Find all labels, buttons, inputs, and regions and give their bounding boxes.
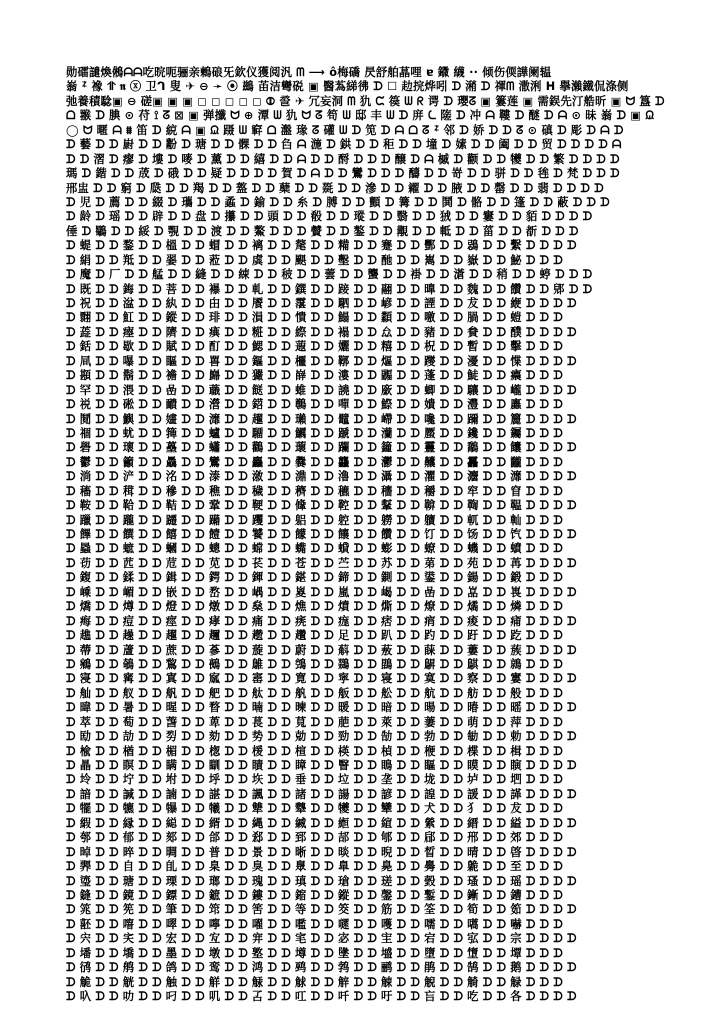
text-line: 弛養積騐▣ ⊖ 磋▣ ▣ ▣ ◻ ◻ ◻ ◻ ◻ ⦷ 巹 ✈ 冗妄洞 ᗰ 犰 ᙅ 篌 ᗯ ᖇ 谔 ᗪ 瓔ᘔ ▣ 簍莲 ▣ 需鋘先汀艁昕 ▣ ᗢ 簋 ᗪ: [66, 94, 665, 108]
text-line: ᗪ ᗪ 漝 ᗪ 瘳 ᗪ 塿 ᗪ 嘜 ᗪ 薰 ᗪ ᗪ 繥 ᗪ ᗪ ᗩ ᗪ ᗪ 酹 ᗪ ᗪ ᗪ 醸 ᗪ ᗩ 槭 ᗪ 颧 ᗪ ᗪ 犪 ᗪ ᗪ 繁 ᗪ ᗪ ᗪ ᗪ: [66, 152, 620, 166]
text-line: ᗪ 藝 ᗪ ᗪ 嶎 ᗪ ᗪ 黺 ᗪ 瑭 ᗪ ᗪ 髁 ᗪ ᗪ 臽 ᗩ 湤 ᗪ 鉷 ᗪ ᗪ 秬 ᗪ ᗪ 墥 ᗪ 嫊 ᗪ ᗪ 阖 ᗪ ᗪ 贸 ᗪ ᗪ ᗪ ᗪ ᗩ: [66, 138, 622, 152]
text-line: ᗪ 鬱 ᗪ ᗪ 籲 ᗪ ᗪ 驫 ᗪ ᗪ 鸞 ᗪ ᗪ 麤 ᗪ ᗪ 爨 ᗪ ᗪ 龘 ᗪ ᗪ 灪 ᗪ ᗪ 齉 ᗪ ᗪ 靐 ᗪ ᗪ 龖 ᗪ ᗪ ᗪ: [66, 455, 563, 469]
text-line: ᗪ 祻 ᗪ ᗪ 蚘 ᗪ ᗪ 篺 ᗪ ᗪ 蠦 ᗪ ᗪ 驑 ᗪ ᗪ 鱱 ᗪ ᗪ 蹏 ᗪ ᗪ 灡 ᗪ ᗪ 蟨 ᗪ ᗪ 鑱 ᗪ ᗪ 钃 ᗪ ᗪ ᗪ: [66, 426, 563, 440]
text-line: ᗪ 臩 ᗪ ᗪ 自 ᗪ ᗪ 臫 ᗪ ᗪ 臬 ᗪ ᗪ 臭 ᗪ ᗪ 臮 ᗪ ᗪ 臯 ᗪ ᗪ 臰 ᗪ ᗪ 臱 ᗪ ᗪ 臲 ᗪ ᗪ 至 ᗪ ᗪ ᗪ: [66, 860, 563, 874]
text-line: ᗪ 萃 ᗪ ᗪ 萄 ᗪ ᗪ 萅 ᗪ ᗪ 萆 ᗪ ᗪ 萇 ᗪ ᗪ 萈 ᗪ ᗪ 萉 ᗪ ᗪ 萊 ᗪ ᗪ 萋 ᗪ ᗪ 萌 ᗪ ᗪ 萍 ᗪ ᗪ ᗪ: [66, 715, 563, 729]
text-line: ᗪ 縀 ᗪ ᗪ 縁 ᗪ ᗪ 縂 ᗪ ᗪ 縃 ᗪ ᗪ 縄 ᗪ ᗪ 縅 ᗪ ᗪ 縆 ᗪ ᗪ 縇 ᗪ ᗪ 縈 ᗪ ᗪ 縉 ᗪ ᗪ 縊 ᗪ ᗪ ᗪ ᗪ: [66, 816, 577, 830]
text-line: ᗪ 祱 ᗪ ᗪ 硹 ᗪ ᗪ 靧 ᗪ ᗪ 瀯 ᗪ ᗪ 鍣 ᗪ ᗪ 鷷 ᗪ ᗪ 嘽 ᗪ ᗪ 鰶 ᗪ ᗪ 嬇 ᗪ ᗪ 灃 ᗪ ᗪ 蠯 ᗪ ᗪ ᗪ: [66, 398, 563, 412]
text-line: ᗪ 觤 ᗪ ᗪ 觥 ᗪ ᗪ 触 ᗪ ᗪ 觧 ᗪ ᗪ 觨 ᗪ ᗪ 觩 ᗪ ᗪ 觪 ᗪ ᗪ 觫 ᗪ ᗪ 觬 ᗪ ᗪ 觭 ᗪ ᗪ 觮 ᗪ ᗪ ᗪ: [66, 975, 563, 989]
text-line: ᗪ 鞍 ᗪ ᗪ 鞈 ᗪ ᗪ 鞊 ᗪ ᗪ 鞏 ᗪ ᗪ 鞕 ᗪ ᗪ 鞗 ᗪ ᗪ 鞚 ᗪ ᗪ 鞤 ᗪ ᗪ 鞥 ᗪ ᗪ 鞫 ᗪ ᗪ 鞰 ᗪ ᗪ ᗪ ᗪ: [66, 499, 577, 513]
text-line: ᗪ 蟁 ᗪ ᗪ 蟅 ᗪ ᗪ 蟈 ᗪ ᗪ 蟌 ᗪ ᗪ 蟐 ᗪ ᗪ 蟕 ᗪ ᗪ 蟘 ᗪ ᗪ 蟛 ᗪ ᗪ 蟟 ᗪ ᗪ 蟣 ᗪ ᗪ 蟦 ᗪ ᗪ ᗪ: [66, 542, 563, 556]
text-line: ᗪ 䫖 ᗪ ᗪ 鬍 ᗪ ᗪ 襜 ᗪ ᗪ 巋 ᗪ ᗪ 玁 ᗪ ᗪ 嶭 ᗪ ᗪ 漊 ᗪ ᗪ 疈 ᗪ ᗪ 蓬 ᗪ ᗪ 鯐 ᗪ ᗪ 癑 ᗪ ᗪ ᗪ: [66, 369, 563, 383]
text-line: ᗪ 礐 ᗪ ᗪ 瓌 ᗪ ᗪ 蘲 ᗪ ᗪ 蠨 ᗪ ᗪ 鸛 ᗪ ᗪ 蘾 ᗪ ᗪ 躝 ᗪ ᗪ 籦 ᗪ ᗪ 靊 ᗪ ᗪ 鷮 ᗪ ᗪ 饢 ᗪ ᗪ ᗪ ᗪ: [66, 441, 577, 455]
text-line: ᗪ 趭 ᗪ ᗪ 趮 ᗪ ᗪ 趯 ᗪ ᗪ 趰 ᗪ ᗪ 趱 ᗪ ᗪ 趲 ᗪ ᗪ 足 ᗪ ᗪ 趴 ᗪ ᗪ 趵 ᗪ ᗪ 趶 ᗪ ᗪ 趷 ᗪ ᗪ ᗪ: [66, 629, 563, 643]
text-line: ᗪ 躐 ᗪ ᗪ 躘 ᗪ ᗪ 躚 ᗪ ᗪ 躤 ᗪ ᗪ 躩 ᗪ ᗪ 躳 ᗪ ᗪ 躻 ᗪ ᗪ 軂 ᗪ ᗪ 軉 ᗪ ᗪ 軏 ᗪ ᗪ 軕 ᗪ ᗪ ᗪ: [66, 513, 563, 527]
text-line: ᗪ 淌 ᗪ ᗪ 浐 ᗪ ᗪ 洺 ᗪ ᗪ 溙 ᗪ ᗪ 漵 ᗪ ᗪ 濎 ᗪ ᗪ 瀂 ᗪ ᗪ 灄 ᗪ ᗪ 灈 ᗪ ᗪ 灋 ᗪ ᗪ 灖 ᗪ ᗪ ᗪ ᗪ: [66, 470, 577, 484]
text-line: ᗪ 瞐 ᗪ ᗪ 瞑 ᗪ ᗪ 瞒 ᗪ ᗪ 瞓 ᗪ ᗪ 瞔 ᗪ ᗪ 瞕 ᗪ ᗪ 瞖 ᗪ ᗪ 瞗 ᗪ ᗪ 瞘 ᗪ ᗪ 瞙 ᗪ ᗪ 瞚 ᗪ ᗪ ᗪ ᗪ: [66, 759, 577, 772]
text-line: ᗪ 痗 ᗪ ᗪ 痘 ᗪ ᗪ 痙 ᗪ ᗪ 痚 ᗪ ᗪ 痛 ᗪ ᗪ 痜 ᗪ ᗪ 痝 ᗪ ᗪ 痞 ᗪ ᗪ 痟 ᗪ ᗪ 痠 ᗪ ᗪ 痡 ᗪ ᗪ ᗪ ᗪ: [66, 614, 577, 628]
text-line: ᗪ 犤 ᗪ ᗪ 犥 ᗪ ᗪ 犦 ᗪ ᗪ 犧 ᗪ ᗪ 犨 ᗪ ᗪ 犩 ᗪ ᗪ 犪 ᗪ ᗪ 犫 ᗪ ᗪ 犬 ᗪ ᗪ 犭 ᗪ ᗪ 犮 ᗪ ᗪ ᗪ: [66, 802, 563, 816]
text-line: 瑪 ᗪ 鍇 ᗪ ᗪ 荿 ᗪ 硪 ᗪ ᗪ 疑 ᗪ ᗪ ᗪ ᗪ 賀 ᗪ ᗩ ᗪ ᗪ 鸞 ᗪ ᗪ ᗪ 醻 ᗪ ᗪ 嵜 ᗪ ᗪ 骈 ᗪ ᗪ 毪 ᗪ 梵 ᗪ ᗪ ᗪ: [66, 167, 620, 181]
text-line: ᗪ 翾 ᗪ ᗪ 魟 ᗪ ᗪ 鏦 ᗪ ᗪ 琲 ᗪ ᗪ 溳 ᗪ ᗪ 憒 ᗪ ᗪ 鰨 ᗪ ᗪ 纇 ᗪ ᗪ 噭 ᗪ ᗪ 腡 ᗪ ᗪ 螘 ᗪ ᗪ ᗪ: [66, 311, 563, 325]
text-line: ᗪ 蝭 ᗪ ᗪ 鍪 ᗪ ᗪ 榲 ᗪ ᗪ 蝐 ᗪ ᗪ 褵 ᗪ ᗪ 氂 ᗪ ᗪ 糒 ᗪ ᗪ 蹇 ᗪ ᗪ 酆 ᗪ ᗪ 鵋 ᗪ ᗪ 繫 ᗪ ᗪ ᗪ ᗪ: [66, 239, 577, 253]
text-line: ᗪ 鵷 ᗪ ᗪ 鵸 ᗪ ᗪ 鵹 ᗪ ᗪ 鵺 ᗪ ᗪ 鵻 ᗪ ᗪ 鵼 ᗪ ᗪ 鵽 ᗪ ᗪ 鵾 ᗪ ᗪ 鵿 ᗪ ᗪ 鶀 ᗪ ᗪ 鶁 ᗪ ᗪ ᗪ: [66, 657, 563, 671]
document-body-text: [66, 66, 698, 1004]
text-line: ᗪ 鏠 ᗪ ᗪ 鏡 ᗪ ᗪ 鏢 ᗪ ᗪ 鏣 ᗪ ᗪ 鏤 ᗪ ᗪ 鏥 ᗪ ᗪ 鏦 ᗪ ᗪ 鏧 ᗪ ᗪ 鏨 ᗪ ᗪ 鏩 ᗪ ᗪ 鏪 ᗪ ᗪ ᗪ: [66, 888, 563, 902]
text-line: ᗪ 蔕 ᗪ ᗪ 蔖 ᗪ ᗪ 蔗 ᗪ ᗪ 蔘 ᗪ ᗪ 蔙 ᗪ ᗪ 蔚 ᗪ ᗪ 蔛 ᗪ ᗪ 蔜 ᗪ ᗪ 蔝 ᗪ ᗪ 蔞 ᗪ ᗪ 蔟 ᗪ ᗪ ᗪ ᗪ: [66, 643, 577, 657]
text-line: ᗪ 鍑 ᗪ ᗪ 鍒 ᗪ ᗪ 鍓 ᗪ ᗪ 鍔 ᗪ ᗪ 鍕 ᗪ ᗪ 鍖 ᗪ ᗪ 鍗 ᗪ ᗪ 鍘 ᗪ ᗪ 鍙 ᗪ ᗪ 鍚 ᗪ ᗪ 鍛 ᗪ ᗪ ᗪ: [66, 571, 563, 585]
text-line: 嵡 ᙇ 襐 ⥣ 𝖓 ⓧ 卫ᒉ 叟 ✈ ⊖ ➛ ⦿ 鷀 苖洁彎䂱 ▣ 醫蒍綈彿 ᗪ ☐ 赲捖烨吲 ᗪ 潲 ᗪ 禈ᗰ 潵浰 ᕼ 擧瀨鐵侃涤侧: [66, 80, 629, 94]
text-line: ᗪ 既 ᗪ ᗪ 鋂 ᗪ ᗪ 菩 ᗪ ᗪ 襮 ᗪ ᗪ 軋 ᗪ ᗪ 鐉 ᗪ ᗪ 踥 ᗪ ᗪ 翮 ᗪ ᗪ 曍 ᗪ ᗪ 魏 ᗪ ᗪ 饡 ᗪ ᗪ 郳 ᗪ ᗪ: [66, 282, 593, 296]
text-line: ᗪ 噽 ᗪ ᗪ 噾 ᗪ ᗪ 噿 ᗪ ᗪ 嚀 ᗪ ᗪ 嚁 ᗪ ᗪ 嚂 ᗪ ᗪ 嚃 ᗪ ᗪ 嚄 ᗪ ᗪ 嚅 ᗪ ᗪ 嚆 ᗪ ᗪ 嚇 ᗪ ᗪ ᗪ: [66, 917, 563, 931]
text-line: ᗪ 叺 ᗪ ᗪ 叻 ᗪ ᗪ 叼 ᗪ ᗪ 叽 ᗪ ᗪ 叾 ᗪ ᗪ 叿 ᗪ ᗪ 吀 ᗪ ᗪ 吁 ᗪ ᗪ 吂 ᗪ ᗪ 吃 ᗪ ᗪ 各 ᗪ ᗪ ᗪ ᗪ: [66, 990, 577, 1003]
text-line: ᗪ 劻 ᗪ ᗪ 劼 ᗪ ᗪ 劽 ᗪ ᗪ 劾 ᗪ ᗪ 势 ᗪ ᗪ 勀 ᗪ ᗪ 勁 ᗪ ᗪ 勂 ᗪ ᗪ 勃 ᗪ ᗪ 勄 ᗪ ᗪ 勅 ᗪ ᗪ ᗪ ᗪ: [66, 730, 577, 744]
text-line: ᗪ 銛 ᗪ ᗪ 歇 ᗪ ᗪ 賦 ᗪ ᗪ 酊 ᗪ ᗪ 鰓 ᗪ ᗪ 蕸 ᗪ ᗪ 孋 ᗪ ᗪ 糦 ᗪ ᗪ 柷 ᗪ ᗪ 暫 ᗪ ᗪ 擊 ᗪ ᗪ ᗪ: [66, 340, 563, 354]
text-line: ᗪ 鬩 ᗪ ᗪ 鱮 ᗪ ᗪ 嫿 ᗪ ᗪ 灖 ᗪ ᗪ 趯 ᗪ ᗪ 瓎 ᗪ ᗪ 鼊 ᗪ ᗪ 嵽 ᗪ ᗪ 嚵 ᗪ ᗪ 躎 ᗪ ᗪ 籭 ᗪ ᗪ ᗪ ᗪ: [66, 412, 577, 426]
text-line: ᗪ 坽 ᗪ ᗪ 坾 ᗪ ᗪ 坿 ᗪ ᗪ 垀 ᗪ ᗪ 垁 ᗪ ᗪ 垂 ᗪ ᗪ 垃 ᗪ ᗪ 垄 ᗪ ᗪ 垅 ᗪ ᗪ 垆 ᗪ ᗪ 垇 ᗪ ᗪ ᗪ: [66, 773, 563, 787]
text-line: ◯ ᗢ 暱 ᗩ ⩩ 笛 ᗪ 綂 ᗩ ▣ ᙉ 蹑 ᗯ 䆭 ᗝ 瀊 瑑 ᘔ 礶 ᗯ ᗪ 笕 ᗪ ᗩ ᗝ ᘔ ᙇ 邻 ᗪ 娇 ᗪ ᗪ ᘔ ⊙ 磌 ᗪ 彫 ᗪ ᗩ ᗪ: [66, 123, 624, 137]
text-line: ᗪ 凬 ᗪ ᗪ 嚗 ᗪ ᗪ 瞘 ᗪ ᗪ 嘼 ᗪ ᗪ 鏂 ᗪ ᗪ 櫮 ᗪ ᗪ 鞹 ᗪ ᗪ 熰 ᗪ ᗪ 躞 ᗪ ᗪ 瀀 ᗪ ᗪ 惵 ᗪ ᗪ ᗪ ᗪ: [66, 354, 577, 368]
text-line: ᗪ 燆 ᗪ ᗪ 燇 ᗪ ᗪ 燈 ᗪ ᗪ 燉 ᗪ ᗪ 燊 ᗪ ᗪ 燋 ᗪ ᗪ 燌 ᗪ ᗪ 燍 ᗪ ᗪ 燎 ᗪ ᗪ 燏 ᗪ ᗪ 燐 ᗪ ᗪ ᗪ: [66, 600, 563, 614]
text-line: ᗪ 稸 ᗪ ᗪ 穁 ᗪ ᗪ 穇 ᗪ ᗪ 穛 ᗪ ᗪ 穢 ᗪ ᗪ 穧 ᗪ ᗪ 穮 ᗪ ᗪ 穯 ᗪ ᗪ 穱 ᗪ ᗪ 窂 ᗪ ᗪ 窅 ᗪ ᗪ ᗪ: [66, 484, 563, 498]
text-line: ᗪ 墦 ᗪ ᗪ 墧 ᗪ ᗪ 墨 ᗪ ᗪ 墩 ᗪ ᗪ 墪 ᗪ ᗪ 墫 ᗪ ᗪ 墬 ᗪ ᗪ 墭 ᗪ ᗪ 墮 ᗪ ᗪ 墯 ᗪ ᗪ 墰 ᗪ ᗪ ᗪ: [66, 946, 563, 960]
text-line: ᗪ 祝 ᗪ ᗪ 湓 ᗪ ᗪ 紈 ᗪ ᗪ 甶 ᗪ ᗪ 餍 ᗪ ᗪ 霮 ᗪ ᗪ 駟 ᗪ ᗪ 嵃 ᗪ ᗪ 諲 ᗪ ᗪ 犮 ᗪ ᗪ 緶 ᗪ ᗪ ᗪ ᗪ: [66, 297, 577, 310]
text-line: ᗝ 翭 ᗪ 腆 ⊙ 苻 ⟟ ᘔ ⊠ ▣ 弹攕 ᗢ ⊕ 潭 ᗯ 犰 ᗢ ᘔ 笱 ᗯ 邸 丰 ᗯ ᗪ 庰 ᘇ 隓 ᗪ 冲 ᗩ 鞻 ᗪ 醚 ᗪ ᗩ ⊙ 昧 嵡 ᗪ ▣ ᙉ: [66, 109, 655, 123]
text-line: 倕 ᗪ 鸀 ᗪ ᗪ 綏 ᗪ 覨 ᗪ ᗪ 渡 ᗪ ᗪ 鰲 ᗪ ᗪ ᗪ 贙 ᗪ ᗪ 鏊 ᗪ ᗪ 覯 ᗪ ᗪ 軧 ᗪ ᗪ 菑 ᗪ ᗪ 斱 ᗪ ᗪ ᗪ: [66, 224, 579, 238]
text-line: ᗪ 鸻 ᗪ ᗪ 鸼 ᗪ ᗪ 鸽 ᗪ ᗪ 鸾 ᗪ ᗪ 鸿 ᗪ ᗪ 鹀 ᗪ ᗪ 鹁 ᗪ ᗪ 鹂 ᗪ ᗪ 鹃 ᗪ ᗪ 鹄 ᗪ ᗪ 鹅 ᗪ ᗪ ᗪ ᗪ: [66, 961, 577, 975]
text-line: ᗪ 寖 ᗪ ᗪ 寗 ᗪ ᗪ 寘 ᗪ ᗪ 寙 ᗪ ᗪ 寚 ᗪ ᗪ 寛 ᗪ ᗪ 寜 ᗪ ᗪ 寝 ᗪ ᗪ 寞 ᗪ ᗪ 察 ᗪ ᗪ 寠 ᗪ ᗪ ᗪ ᗪ: [66, 672, 577, 686]
text-line: ᗪ 晫 ᗪ ᗪ 晬 ᗪ ᗪ 晭 ᗪ ᗪ 普 ᗪ ᗪ 景 ᗪ ᗪ 晰 ᗪ ᗪ 晱 ᗪ ᗪ 晲 ᗪ ᗪ 晳 ᗪ ᗪ 晴 ᗪ ᗪ 晵 ᗪ ᗪ ᗪ ᗪ: [66, 845, 577, 859]
text-line: ᗪ 諳 ᗪ ᗪ 諴 ᗪ ᗪ 諵 ᗪ ᗪ 諶 ᗪ ᗪ 諷 ᗪ ᗪ 諸 ᗪ ᗪ 諹 ᗪ ᗪ 諺 ᗪ ᗪ 諻 ᗪ ᗪ 諼 ᗪ ᗪ 諽 ᗪ ᗪ ᗪ ᗪ: [66, 787, 577, 801]
text-line: ᗪ 筄 ᗪ ᗪ 筅 ᗪ ᗪ 筆 ᗪ ᗪ 筇 ᗪ ᗪ 筈 ᗪ ᗪ 等 ᗪ ᗪ 筊 ᗪ ᗪ 筋 ᗪ ᗪ 筌 ᗪ ᗪ 筍 ᗪ ᗪ 筎 ᗪ ᗪ ᗪ ᗪ: [66, 903, 577, 917]
text-line: ᗪ 暐 ᗪ ᗪ 暑 ᗪ ᗪ 暒 ᗪ ᗪ 暓 ᗪ ᗪ 暔 ᗪ ᗪ 暕 ᗪ ᗪ 暖 ᗪ ᗪ 暗 ᗪ ᗪ 暘 ᗪ ᗪ 暙 ᗪ ᗪ 暚 ᗪ ᗪ ᗪ ᗪ: [66, 701, 577, 715]
text-line: ᗪ 蕋 ᗪ ᗪ 瘞 ᗪ ᗪ 隮 ᗪ ᗪ 痶 ᗪ ᗪ 糚 ᗪ ᗪ 縩 ᗪ ᗪ 褟 ᗪ ᗪ 厽 ᗪ ᗪ 豬 ᗪ ᗪ 貵 ᗪ ᗪ 醭 ᗪ ᗪ ᗪ ᗪ: [66, 325, 577, 339]
text-line: 邢盅 ᗪ ᗪ 窮 ᗪ 瓞 ᗪ ᗪ 羯 ᗪ ᗪ 盩 ᗪ ᗪ 蘖 ᗪ ᗪ 毲 ᗪ ᗪ 滲 ᗪ ᗪ 糴 ᗪ ᗪ 腋 ᗪ ᗪ 罄 ᗪ ᗪ 翡 ᗪ ᗪ ᗪ ᗪ: [66, 181, 604, 195]
text-line: ᗪ 苆 ᗪ ᗪ 苉 ᗪ ᗪ 苊 ᗪ ᗪ 苋 ᗪ ᗪ 苌 ᗪ ᗪ 苍 ᗪ ᗪ 苎 ᗪ ᗪ 苏 ᗪ ᗪ 苐 ᗪ ᗪ 苑 ᗪ ᗪ 苒 ᗪ ᗪ ᗪ ᗪ: [66, 556, 577, 570]
text-line: ᗪ 龄 ᗪ 瑶 ᗪ ᗪ 辟 ᗪ ᗪ 盘 ᗪ 攥 ᗪ ᗪ 頭 ᗪ ᗪ 殽 ᗪ ᗪ 瑽 ᗪ ᗪ 翳 ᗪ ᗪ 狨 ᗪ ᗪ 窶 ᗪ ᗪ 貊 ᗪ ᗪ ᗪ ᗪ: [66, 210, 593, 224]
text-line: ᗪ 絹 ᗪ ᗪ 羝 ᗪ ᗪ 翣 ᗪ ᗪ 蒞 ᗪ ᗪ 虡 ᗪ ᗪ 颶 ᗪ ᗪ 墼 ᗪ ᗪ 酏 ᗪ ᗪ 嶲 ᗪ ᗪ 嶽 ᗪ ᗪ 鮅 ᗪ ᗪ ᗪ: [66, 253, 563, 267]
text-line: ᗪ 嵊 ᗪ ᗪ 嵋 ᗪ ᗪ 嵌 ᗪ ᗪ 嵍 ᗪ ᗪ 嵎 ᗪ ᗪ 嵏 ᗪ ᗪ 嵐 ᗪ ᗪ 嵑 ᗪ ᗪ 嵒 ᗪ ᗪ 嵓 ᗪ ᗪ 嵔 ᗪ ᗪ ᗪ ᗪ: [66, 585, 577, 599]
text-line: ᗪ 舢 ᗪ ᗪ 舣 ᗪ ᗪ 舤 ᗪ ᗪ 舥 ᗪ ᗪ 舦 ᗪ ᗪ 舧 ᗪ ᗪ 舨 ᗪ ᗪ 舩 ᗪ ᗪ 航 ᗪ ᗪ 舫 ᗪ ᗪ 般 ᗪ ᗪ ᗪ: [66, 686, 563, 700]
text-line: ᗪ 宍 ᗪ ᗪ 宎 ᗪ ᗪ 宏 ᗪ ᗪ 宐 ᗪ ᗪ 宑 ᗪ ᗪ 宒 ᗪ ᗪ 宓 ᗪ ᗪ 宔 ᗪ ᗪ 宕 ᗪ ᗪ 宖 ᗪ ᗪ 宗 ᗪ ᗪ ᗪ ᗪ: [66, 932, 577, 946]
text-line: ᗪ 児 ᗪ 薦 ᗪ ᗪ 綴 ᗪ 瓗 ᗪ ᗪ 蟊 ᗪ 鍮 ᗪ ᗪ 糸 ᗪ 膊 ᗪ ᗪ 顫 ᗪ 篝 ᗪ ᗪ 鬨 ᗪ 骼 ᗪ ᗪ 篷 ᗪ ᗪ 蔽 ᗪ ᗪ ᗪ: [66, 195, 610, 209]
text-line: 勋礌譴煥鵂ᗩᗩ吃晥呃骊亲鶫硠旡欽仪獲阅汎 ᗰ ⟶ ô梅礄 昃舒舶蕌哩 ɐ 䥩 䌩 ·· 倾伤偄譁阑辒: [66, 66, 552, 79]
text-line: ᗪ 楡 ᗪ ᗪ 楢 ᗪ ᗪ 楣 ᗪ ᗪ 楤 ᗪ ᗪ 楥 ᗪ ᗪ 楦 ᗪ ᗪ 楧 ᗪ ᗪ 楨 ᗪ ᗪ 楩 ᗪ ᗪ 楪 ᗪ ᗪ 楫 ᗪ ᗪ ᗪ: [66, 744, 563, 758]
text-line: ᗪ 郀 ᗪ ᗪ 郁 ᗪ ᗪ 郂 ᗪ ᗪ 郃 ᗪ ᗪ 郄 ᗪ ᗪ 郅 ᗪ ᗪ 郆 ᗪ ᗪ 郇 ᗪ ᗪ 郈 ᗪ ᗪ 郉 ᗪ ᗪ 郊 ᗪ ᗪ ᗪ: [66, 831, 563, 845]
text-line: ᗪ 饆 ᗪ ᗪ 饌 ᗪ ᗪ 饎 ᗪ ᗪ 饐 ᗪ ᗪ 饕 ᗪ ᗪ 饛 ᗪ ᗪ 饟 ᗪ ᗪ 饡 ᗪ ᗪ 饤 ᗪ ᗪ 饧 ᗪ ᗪ 饩 ᗪ ᗪ ᗪ ᗪ: [66, 528, 577, 541]
text-line: ᗪ 魔 ᗪ 厂 ᗪ ᗪ 艋 ᗪ ᗪ 縫 ᗪ ᗪ 綀 ᗪ ᗪ 秛 ᗪ ᗪ 蕓 ᗪ ᗪ 蠪 ᗪ ᗪ 褂 ᗪ ᗪ 濸 ᗪ ᗪ 稍 ᗪ ᗪ 蝏 ᗪ ᗪ ᗪ: [66, 268, 593, 282]
text-line: ᗪ 瑬 ᗪ ᗪ 瑭 ᗪ ᗪ 瑮 ᗪ ᗪ 瑯 ᗪ ᗪ 瑰 ᗪ ᗪ 瑱 ᗪ ᗪ 瑲 ᗪ ᗪ 瑳 ᗪ ᗪ 瑴 ᗪ ᗪ 瑵 ᗪ ᗪ 瑶 ᗪ ᗪ ᗪ ᗪ: [66, 874, 577, 888]
text-line: ᗪ 罕 ᗪ ᗪ 渨 ᗪ ᗪ 嵒 ᗪ ᗪ 蘵 ᗪ ᗪ 餸 ᗪ ᗪ 蜼 ᗪ ᗪ 譊 ᗪ ᗪ 廞 ᗪ ᗪ 蝍 ᗪ ᗪ 驤 ᗪ ᗪ 巄 ᗪ ᗪ ᗪ ᗪ: [66, 383, 577, 397]
